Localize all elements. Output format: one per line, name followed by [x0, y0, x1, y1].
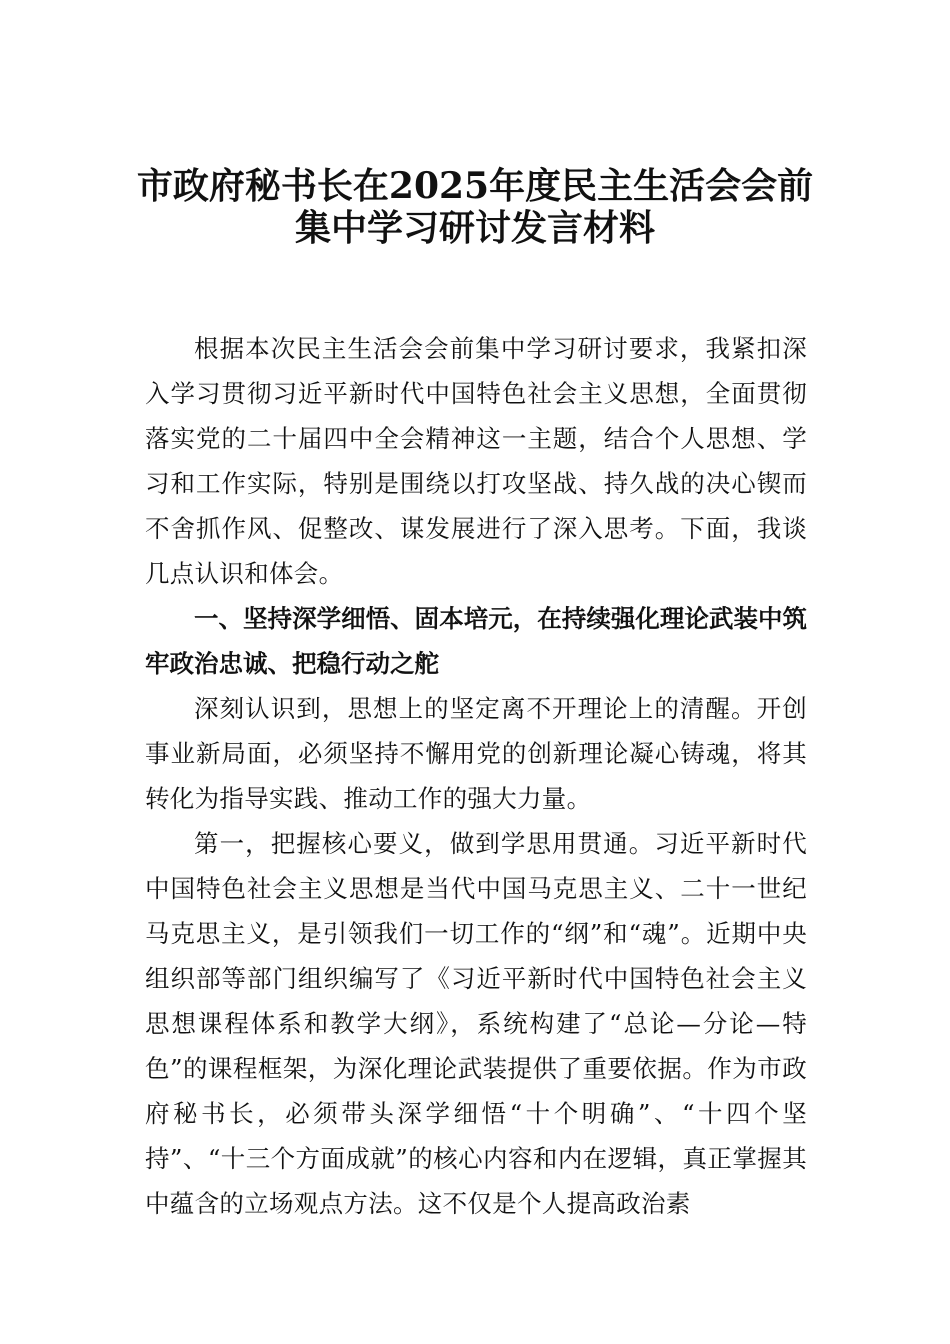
section-1-paragraph-2: 第一，把握核心要义，做到学思用贯通。习近平新时代中国特色社会主义思想是当代中国马克思主义、二十一世纪马克思主义，是引领我们一切工作的“纲”和“魂”。近期中央组织部等部门组织编写了《习近平新时代中国特色社会主义思想课程体系和教学大纲》，系统构建了“总论—分论—特色”的课程框架，为深化理论武装提供了重要依据。作为市政府秘书长，必须带头深学细悟“十个明确”、“十四个坚持”、“十三个方面成就”的核心内容和内在逻辑，真正掌握其中蕴含的立场观点方法。这不仅是个人提高政治素 [145, 829, 807, 1218]
intro-paragraph: 根据本次民主生活会会前集中学习研讨要求，我紧扣深入学习贯彻习近平新时代中国特色社会主义思想，全面贯彻落实党的二十届四中全会精神这一主题，结合个人思想、学习和工作实际，特别是围绕以打攻坚战、持久战的决心锲而不舍抓作风、促整改、谋发展进行了深入思考。下面，我谈几点认识和体会。 [145, 334, 807, 588]
section-heading-1: 一、坚持深学细悟、固本培元，在持续强化理论武装中筑牢政治忠诚、把稳行动之舵 [145, 604, 807, 678]
document-body [145, 326, 807, 1226]
section-1-paragraph-1: 深刻认识到，思想上的坚定离不开理论上的清醒。开创事业新局面，必须坚持不懈用党的创新理论凝心铸魂，将其转化为指导实践、推动工作的强大力量。 [145, 694, 807, 813]
document-title-line-2: 集中学习研讨发言材料 [294, 207, 655, 249]
document-title-line-1: 市政府秘书长在2025年度民主生活会会前 [136, 165, 814, 207]
